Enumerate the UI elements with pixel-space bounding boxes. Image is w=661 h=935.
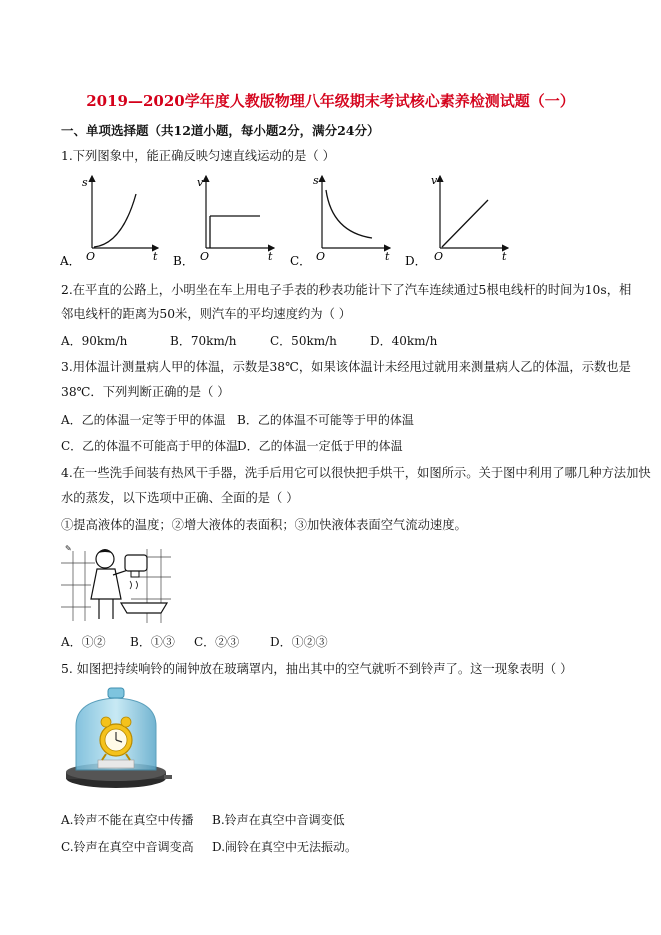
graph-b-label: B． bbox=[173, 254, 194, 268]
graph-a-y-label: s bbox=[82, 176, 88, 189]
q5-option-c: C.铃声在真空中音调变高 bbox=[61, 840, 194, 854]
q4-option-a: A．①② bbox=[61, 635, 106, 649]
graph-c-y-label: s bbox=[313, 174, 319, 187]
graph-b bbox=[173, 176, 274, 268]
graph-d-label: D． bbox=[405, 254, 427, 268]
question-1-stem: 1.下列图象中，能正确反映匀速直线运动的是（ ） bbox=[61, 149, 335, 163]
graph-b-x-label: t bbox=[268, 250, 273, 263]
graph-c-x-label: t bbox=[385, 250, 390, 263]
graph-c-label: C． bbox=[290, 254, 312, 268]
q3-option-b: B．乙的体温不可能等于甲的体温 bbox=[237, 413, 414, 427]
q3-option-a: A．乙的体温一定等于甲的体温 bbox=[61, 413, 226, 427]
graph-b-origin: O bbox=[200, 250, 210, 263]
question-4-line-1: 4.在一些洗手间装有热风干手器，洗手后用它可以很快把手烘干，如图所示。关于图中利用了哪几种方法加快 bbox=[61, 466, 651, 480]
q2-option-b: B．70km/h bbox=[170, 334, 237, 348]
question-3-line-2: 38℃．下列判断正确的是（ ） bbox=[61, 385, 230, 399]
q5-option-b: B.铃声在真空中音调变低 bbox=[212, 813, 345, 827]
q2-option-c: C．50km/h bbox=[270, 334, 337, 348]
question-4-line-3: ①提高液体的温度；②增大液体的表面积；③加快液体表面空气流动速度。 bbox=[61, 518, 467, 532]
q3-option-c: C．乙的体温不可能高于甲的体温 bbox=[61, 439, 239, 453]
svg-text:✎: ✎ bbox=[65, 544, 72, 553]
graph-a-origin: O bbox=[86, 250, 96, 263]
question-4-line-2: 水的蒸发，以下选项中正确、全面的是（ ） bbox=[61, 491, 299, 505]
graph-b-y-label: v bbox=[197, 176, 204, 189]
q2-option-a: A．90km/h bbox=[61, 334, 128, 348]
q3-option-d: D．乙的体温一定低于甲的体温 bbox=[237, 439, 403, 453]
question-3-line-1: 3.用体温计测量病人甲的体温，示数是38℃，如果该体温计未经甩过就用来测量病人乙的体温，示数也是 bbox=[61, 360, 631, 374]
graph-d-x-label: t bbox=[502, 250, 507, 263]
graph-d-origin: O bbox=[434, 250, 444, 263]
graph-d-y-label: v bbox=[431, 174, 438, 187]
graph-d-line bbox=[442, 200, 488, 247]
q4-option-b: B．①③ bbox=[130, 635, 175, 649]
q5-option-a: A.铃声不能在真空中传播 bbox=[61, 813, 194, 827]
graph-d bbox=[405, 174, 508, 268]
question-2-line-2: 邻电线杆的距离为50米，则汽车的平均速度约为（ ） bbox=[61, 307, 352, 321]
graph-c-origin: O bbox=[316, 250, 326, 263]
page-title: 2019—2020学年度人教版物理八年级期末考试核心素养检测试题（一） bbox=[86, 92, 575, 110]
graph-a bbox=[60, 176, 158, 268]
q4-option-d: D．①②③ bbox=[270, 635, 328, 649]
bell-jar-illustration bbox=[62, 686, 174, 796]
graph-c bbox=[290, 174, 390, 268]
q4-option-c: C．②③ bbox=[194, 635, 240, 649]
q2-option-d: D．40km/h bbox=[370, 334, 438, 348]
section-heading: 一、单项选择题（共12道小题，每小题2分，满分24分） bbox=[61, 123, 380, 138]
q5-option-d: D.闹铃在真空中无法振动。 bbox=[212, 840, 358, 854]
question-5-stem: 5. 如图把持续响铃的闹钟放在玻璃罩内，抽出其中的空气就听不到铃声了。这一现象表明（ ） bbox=[61, 662, 573, 676]
graph-a-label: A． bbox=[60, 254, 81, 268]
graph-a-curve bbox=[94, 194, 136, 247]
q1-graphs bbox=[60, 172, 620, 272]
graph-c-curve bbox=[326, 190, 372, 238]
question-2-line-1: 2.在平直的公路上，小明坐在车上用电子手表的秒表功能计下了汽车连续通过5根电线杆的时间为10s，相 bbox=[61, 283, 632, 297]
hand-dryer-illustration bbox=[61, 541, 171, 623]
graph-a-x-label: t bbox=[153, 250, 158, 263]
